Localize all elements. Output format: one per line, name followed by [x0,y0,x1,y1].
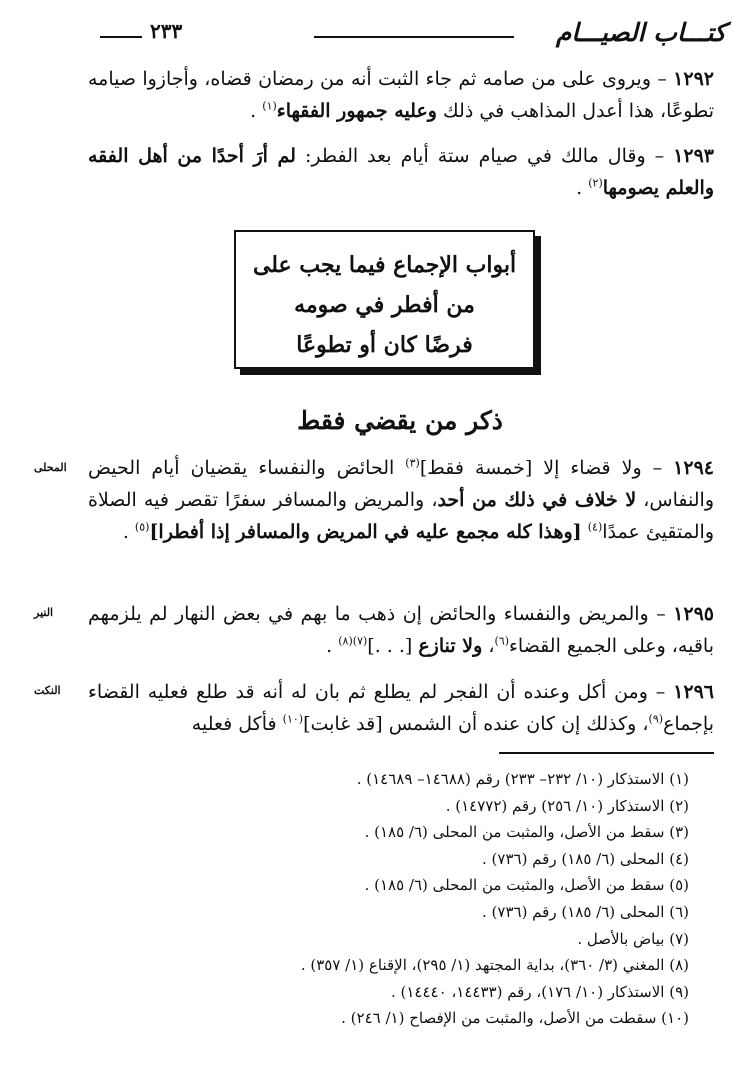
paragraph-text: – ويروى على من صامه ثم جاء الثبت أنه من رمضان قضاه، وأجازوا صيامه تطوعًا، هذا أعدل المذاهب في ذلك [88,68,714,122]
footnote-ref: (٩) [648,712,664,726]
box-title-line: فرضًا كان أو تطوعًا [296,332,473,358]
footnote: (٦) المحلى (٦/ ١٨٥) رقم (٧٣٦) . [482,902,689,921]
paragraph-text: . [326,635,339,657]
paragraph-text: – والمريض والنفساء والحائض إن ذهب ما بهم في بعض النهار لم يلزمهم باقيه، وعلى الجميع القضاء [88,603,714,657]
paragraph-1295 [88,598,714,662]
footnote: (٤) المحلى (٦/ ١٨٥) رقم (٧٣٦) . [482,849,689,868]
margin-note: النكت [34,684,61,697]
footnote-ref: (٤) [587,520,603,534]
section-heading: ذكر من يقضي فقط [297,406,503,435]
paragraph-bold-text: لم أرَ أحدًا من أهل الفقه والعلم يصومها [88,145,714,199]
paragraph-number: ١٢٩٥ [673,603,714,625]
footnote: (٣) سقط من الأصل، والمثبت من المحلى (٦/ ١٨٥) . [364,823,689,842]
paragraph-number: ١٢٩٣ [673,145,715,167]
paragraph-number: ١٢٩٢ [673,68,714,90]
footnote-ref: (٥) [134,520,150,534]
box-title-line: أبواب الإجماع فيما يجب على [252,252,517,278]
footnote-ref: (٧)(٨) [338,634,368,648]
paragraph-text: ، [482,635,495,657]
paragraph-text: فأكل فعليه [191,713,283,735]
page-number: ٢٣٣ [150,19,183,43]
footnote-ref: (١٠) [282,712,304,726]
footnote: (١) الاستذكار (١٠/ ٢٣٢– ٢٣٣) رقم (١٤٦٨٨– ١٤٦٨٩) . [356,770,689,788]
paragraph-text: [. . .] [367,635,419,657]
paragraph-text: . [576,177,589,199]
title-box [234,230,535,369]
paragraph-text: ، وكذلك إن كان عنده أن الشمس [قد غابت] [303,713,649,735]
footnote-ref: (٢) [588,176,603,190]
paragraph-text: ، والمريض والمسافر سفرًا تقصر فيه الصلاة والمتقيئ عمدًا [88,489,714,543]
margin-note: المحلى [34,461,67,474]
box-title-line: من أفطر في صومه [294,292,475,318]
paragraph-text: الحائض والنفساء يقضيان أيام الحيض والنفاس، [88,457,714,511]
footnote: (٩) الاستذكار (١٠/ ١٧٦)، رقم (١٤٤٣٣، ١٤٤٤٠) . [390,982,689,1001]
footnotes [89,766,689,1032]
footnote: (٨) المغني (٣/ ٣٦٠)، بداية المجتهد (١/ ٢٩٥)، الإقناع (١/ ٣٥٧) . [300,956,689,975]
margin-note: النير [34,606,54,619]
footnote-divider [499,752,714,754]
footnote: (٧) بياض بالأصل . [577,929,689,948]
paragraph-1293 [88,140,714,204]
paragraph-1296 [88,676,714,740]
paragraph-bold-text: [وهذا كله مجمع عليه في المريض والمسافر إذا أفطرا] [149,521,582,543]
footnote: (٥) سقط من الأصل، والمثبت من المحلى (٦/ ١٨٥) . [364,876,689,895]
paragraph-bold-text: لا خلاف في ذلك من أحد [437,489,637,511]
paragraph-number: ١٢٩٦ [673,681,714,703]
paragraph-text: – وقال مالك في صيام ستة أيام بعد الفطر: [295,145,674,167]
footnote-ref: (١) [262,99,277,113]
footnote-ref: (٦) [494,634,509,648]
paragraph-text: – ولا قضاء إلا [خمسة فقط] [419,457,674,479]
footnote: (٢) الاستذكار (١٠/ ٢٥٦) رقم (١٤٧٧٢) . [445,796,689,815]
paragraph-text: – ومن أكل وعنده أن الفجر لم يطلع ثم بان له أنه قد طلع فعليه القضاء بإجماع [88,681,714,735]
paragraph-text: . [250,100,263,122]
paragraph-bold-text: ولا تنازع [418,635,483,657]
footnote: (١٠) سقطت من الأصل، والمثبت من الإفصاح (١/ ٢٤٦) . [341,1009,689,1028]
paragraph-number: ١٢٩٤ [673,457,714,479]
header-rule [100,36,142,38]
paragraph-text: . [122,521,135,543]
paragraph-1294 [88,452,714,548]
chapter-title: كتـــاب الصيـــام [555,18,726,47]
footnote-ref: (٣) [405,456,420,470]
header-rule [314,36,514,38]
running-header [100,14,726,48]
paragraph-bold-text: وعليه جمهور الفقهاء [276,100,437,122]
paragraph-1292 [88,63,714,127]
